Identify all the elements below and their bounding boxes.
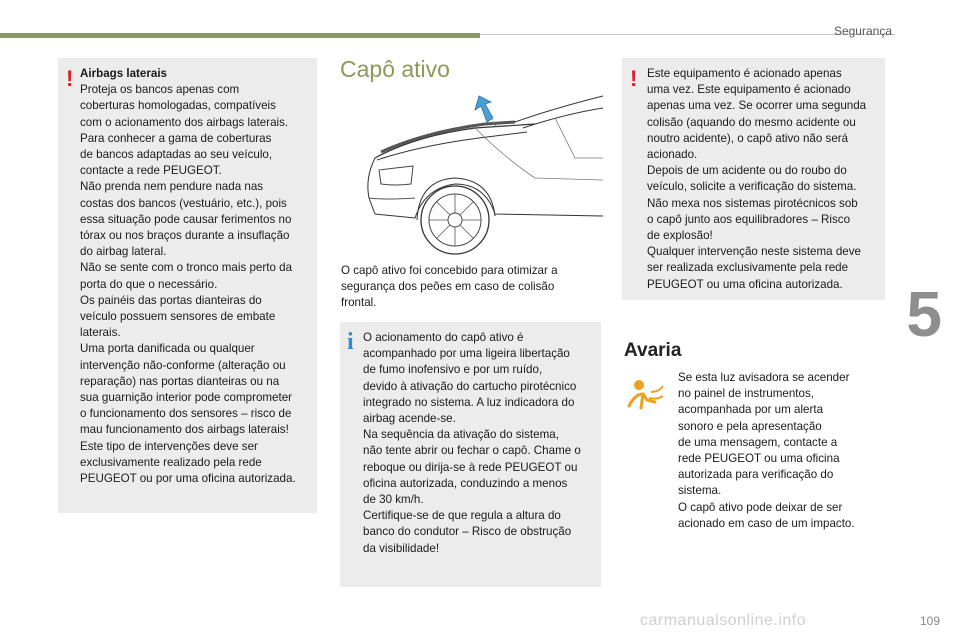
chapter-number: 5	[906, 278, 942, 350]
airbag-warning-text	[80, 66, 316, 487]
capo-heading: Capô ativo	[340, 56, 450, 82]
capo-warning-text: Este equipamento é acionado apenas uma vez. Este equipamento é acionado apenas uma vez. Se ocorrer uma segunda colisão (aquando do mesmo acidente ou noutro acidente), o capô ativo não será acionado. Depois de um acidente ou do roubo do veículo, solicite a verificação do sistema. Não mexa nos sistemas pirotécnicos sob o capô junto aos equilibradores – Risco de explosão! Qualquer intervenção neste sistema deve ser realizada exclusivamente pela rede PEUGEOT ou uma oficina autorizada.	[647, 67, 867, 291]
warning-icon: !	[630, 66, 638, 91]
airbag-warning-body: Proteja os bancos apenas com coberturas homologadas, compatíveis com o acionamento dos airbags laterais. Para conhecer a gama de coberturas de bancos adaptadas ao seu veículo, contacte a rede PEUGEOT. Não prenda nem pendure nada nas costas dos bancos (vestuário, etc.), pois essa situação pode causar ferimentos no tórax ou nos braços durante a insuflação do airbag lateral. Não se sente com o tronco mais perto da porta do que o necessário. Os painéis das portas dianteiras do veículo possuem sensores de embate laterais. Uma porta danificada ou qualquer intervenção não-conforme (alteração ou reparação) nas portas dianteiras ou na sua guarnição interior pode comprometer o funcionamento dos sensores – risco de mau funcionamento dos airbags laterais! Este tipo de intervenções deve ser exclusivamente realizado pela rede PEUGEOT ou por uma oficina autorizada.	[80, 83, 296, 486]
capo-intro: O capô ativo foi concebido para otimizar a segurança dos peões em caso de colisão frontal.	[341, 264, 558, 310]
avaria-heading: Avaria	[624, 340, 682, 361]
section-title: Segurança	[833, 24, 892, 38]
page-number: 109	[919, 614, 940, 628]
airbag-warning-title: Airbags laterais	[80, 67, 167, 80]
footer-watermark: carmanualsonline.info	[640, 612, 807, 629]
car-hood-illustration	[355, 88, 603, 268]
header-divider	[480, 34, 895, 35]
info-icon: i	[347, 329, 354, 355]
pedestrian-warning-light-icon	[625, 378, 665, 412]
capo-info-text: O acionamento do capô ativo é acompanhado por uma ligeira libertação de fumo inofensivo e por um ruído, devido à ativação do cartucho pirotécnico integrado no sistema. A luz indicadora do airbag acende-se. Na sequência da ativação do sistema, não tente abrir ou fechar o capô. Chame o reboque ou dirija-se à rede PEUGEOT ou oficina autorizada, conduzindo a menos de 30 km/h. Certifique-se de que regula a altura do banco do condutor – Risco de obstrução da visibilidade!	[363, 331, 581, 555]
warning-icon: !	[66, 66, 74, 91]
header-accent-bar	[0, 33, 480, 38]
avaria-text: Se esta luz avisadora se acender no painel de instrumentos, acompanhada por um alerta sonoro e pela apresentação de uma mensagem, contacte a rede PEUGEOT ou uma oficina autorizada para verificação do sistema. O capô ativo pode deixar de ser acionado em caso de um impacto.	[678, 371, 855, 530]
